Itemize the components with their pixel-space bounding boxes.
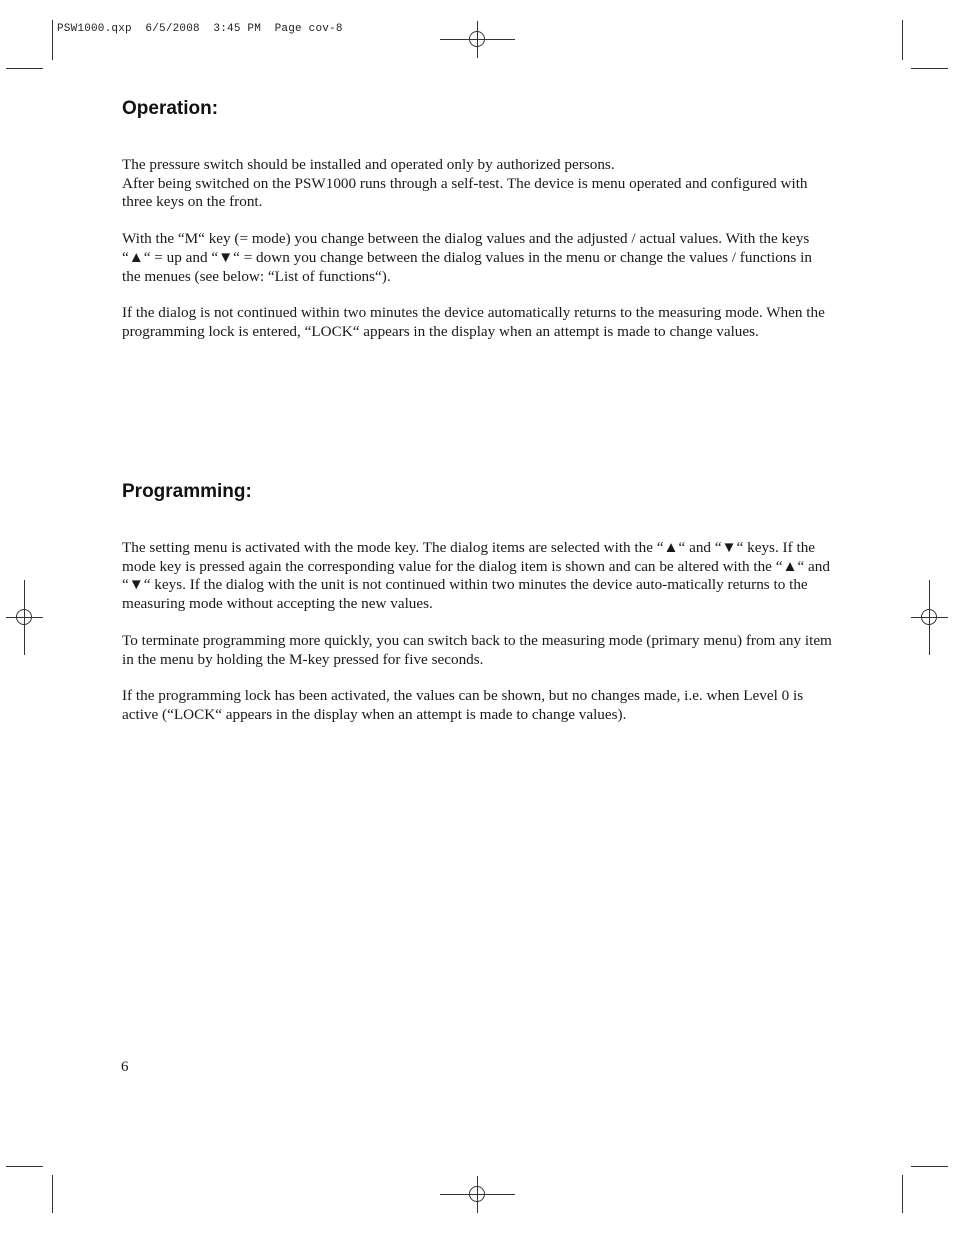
registration-circle: [469, 31, 485, 47]
registration-circle: [921, 609, 937, 625]
crop-mark: [52, 1175, 53, 1213]
crop-mark: [6, 68, 43, 69]
operation-paragraph: If the dialog is not continued within two minutes the device automatically returns to the measuring mode. When the programming lock is entered, “LOCK“ appears in the display when an attempt is made to change values.: [122, 304, 825, 340]
registration-circle: [16, 609, 32, 625]
operation-paragraph: With the “M“ key (= mode) you change between the dialog values and the adjusted / actual values. With the keys “▲“ = up and “▼“ = down you change between the dialog values in the menu or change the values / functions in the menues (see below: “List of functions“).: [122, 230, 812, 285]
operation-section: [122, 98, 834, 342]
page-number: 6: [121, 1059, 129, 1075]
crop-mark: [911, 68, 948, 69]
registration-circle: [469, 1186, 485, 1202]
slug-line: PSW1000.qxp 6/5/2008 3:45 PM Page cov-8: [57, 23, 343, 35]
crop-mark: [911, 1166, 948, 1167]
crop-mark: [52, 20, 53, 60]
programming-heading: Programming:: [122, 481, 252, 502]
crop-mark: [902, 1175, 903, 1213]
programming-paragraph: The setting menu is activated with the mode key. The dialog items are selected with the “▲“ and “▼“ keys. If the mode key is pressed again the corresponding value for the dialog item is shown and can be altered with the “▲“ and “▼“ keys. If the dialog with the unit is not continued within two minutes the device auto-matically returns to the measuring mode without accepting the new values.: [122, 539, 830, 613]
operation-heading: Operation:: [122, 98, 219, 119]
programming-section: [122, 481, 834, 725]
crop-mark: [6, 1166, 43, 1167]
operation-paragraph: The pressure switch should be installed and operated only by authorized persons.: [122, 156, 615, 173]
operation-paragraph: After being switched on the PSW1000 runs through a self-test. The device is menu operated and configured with three keys on the front.: [122, 174, 808, 211]
programming-paragraph: To terminate programming more quickly, you can switch back to the measuring mode (primary menu) from any item in the menu by holding the M-key pressed for five seconds.: [122, 631, 832, 668]
crop-mark: [902, 20, 903, 60]
programming-paragraph: If the programming lock has been activated, the values can be shown, but no changes made, i.e. when Level 0 is active (“LOCK“ appears in the display when an attempt is made to change values).: [122, 687, 804, 723]
